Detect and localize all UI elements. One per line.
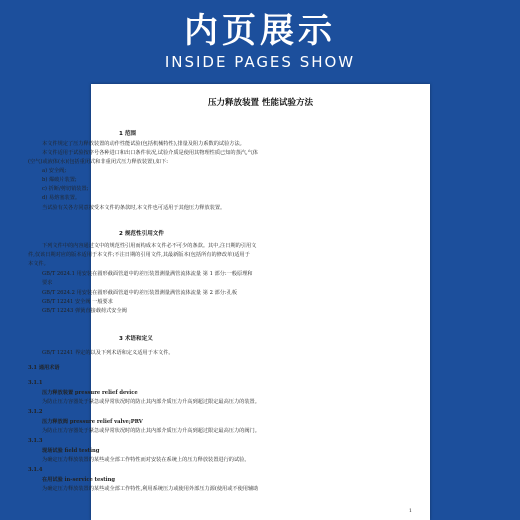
- body-text-line: GB/T 2624.1 用安装在圆形截面管道中的差压装置测量满管流体流量 第 1 部分:一般原理和: [42, 271, 253, 277]
- body-text-line: 本文件。: [28, 261, 49, 267]
- body-text-line: d) 易熔塞装置。: [42, 195, 81, 201]
- body-text-line: 3.1.4: [28, 467, 43, 473]
- body-text-line: 为防止压力容器处于紧急或异常状况时的防止其内部介质压力升高到超过限定最高压力的装置。: [42, 399, 260, 405]
- document-title: 压力释放装置 性能试验方法: [208, 98, 313, 108]
- body-text-line: 本文件规定了压力释放装置的动作性能试验(包括机械特性),排量及阻力系数的试验方法。: [42, 141, 245, 147]
- body-text-line: 本文件适用于试验按序号各种进口和出口条件状况,试验介质是使用其物理性质已知的蒸汽,气体: [42, 150, 258, 156]
- body-text-line: (空气)或液体(水)(包括重闭式和非重闭式压力释放装置),如下:: [28, 159, 169, 165]
- banner-subtitle: INSIDE PAGES SHOW: [164, 53, 356, 71]
- body-text-line: 件,仅该日期对应的版本适用于本文件;不注日期的引用文件,其最新版本(包括所有的修改单)适用于: [28, 252, 250, 258]
- body-text-line: 在用试验 in-service testing: [42, 477, 116, 483]
- body-text-line: 为防止压力容器处于紧急或异常状况时的防止其内部介质压力升高到超过限定最高压力的阀门。: [42, 428, 260, 434]
- banner: [0, 0, 520, 82]
- body-text-line: GB/T 2624.2 用安装在圆形截面管道中的差压装置测量满管流体流量 第 2 部分:孔板: [42, 290, 238, 296]
- body-text-line: 3.1 通用术语: [28, 365, 60, 371]
- body-text-line: GB/T 12241 界定的以及下列术语和定义适用于本文件。: [42, 350, 174, 356]
- body-text-line: 下列文件中的内容通过文中的规范性引用而构成本文件必不可少的条款。其中,注日期的引用文: [42, 243, 257, 249]
- body-text-line: 压力释放阀 pressure relief valve;PRV: [42, 419, 143, 425]
- body-text-line: b) 爆破片装置;: [42, 177, 77, 183]
- page-number: 1: [408, 508, 412, 514]
- body-text-line: 当试验有关各方同意按受本文件的条款时,本文件也可适用于其他压力释放装置。: [42, 205, 226, 211]
- body-text-line: GB/T 12243 弹簧直接载荷式安全阀: [42, 308, 127, 314]
- section-heading: 2 规范性引用文件: [119, 231, 164, 237]
- body-text-line: 3.1.3: [28, 438, 43, 444]
- document-page: [28, 84, 430, 520]
- section-heading: 3 术语和定义: [119, 336, 153, 342]
- body-text-line: 3.1.2: [28, 409, 43, 415]
- body-text-line: 为确定压力释放装置的某些或全部工作特性,利用系统压力或使用外部压力源(使用或不使用辅助: [42, 486, 259, 492]
- body-text-line: 3.1.1: [28, 380, 43, 386]
- body-text-line: 现场试验 field testing: [42, 448, 100, 454]
- section-heading: 1 范围: [119, 131, 137, 137]
- body-text-line: c) 折断/剪切销装置;: [42, 186, 89, 192]
- body-text-line: 为确定压力释放装置的某些或全部工作特性而对安装在系统上的压力释放装置进行的试验。: [42, 457, 250, 463]
- body-text-line: 要求: [42, 280, 53, 286]
- body-text-line: GB/T 12241 安全阀 一般要求: [42, 299, 113, 305]
- body-text-line: 压力释放装置 pressure relief device: [42, 390, 138, 396]
- banner-title: 内页展示: [184, 11, 336, 51]
- body-text-line: a) 安全阀;: [42, 168, 67, 174]
